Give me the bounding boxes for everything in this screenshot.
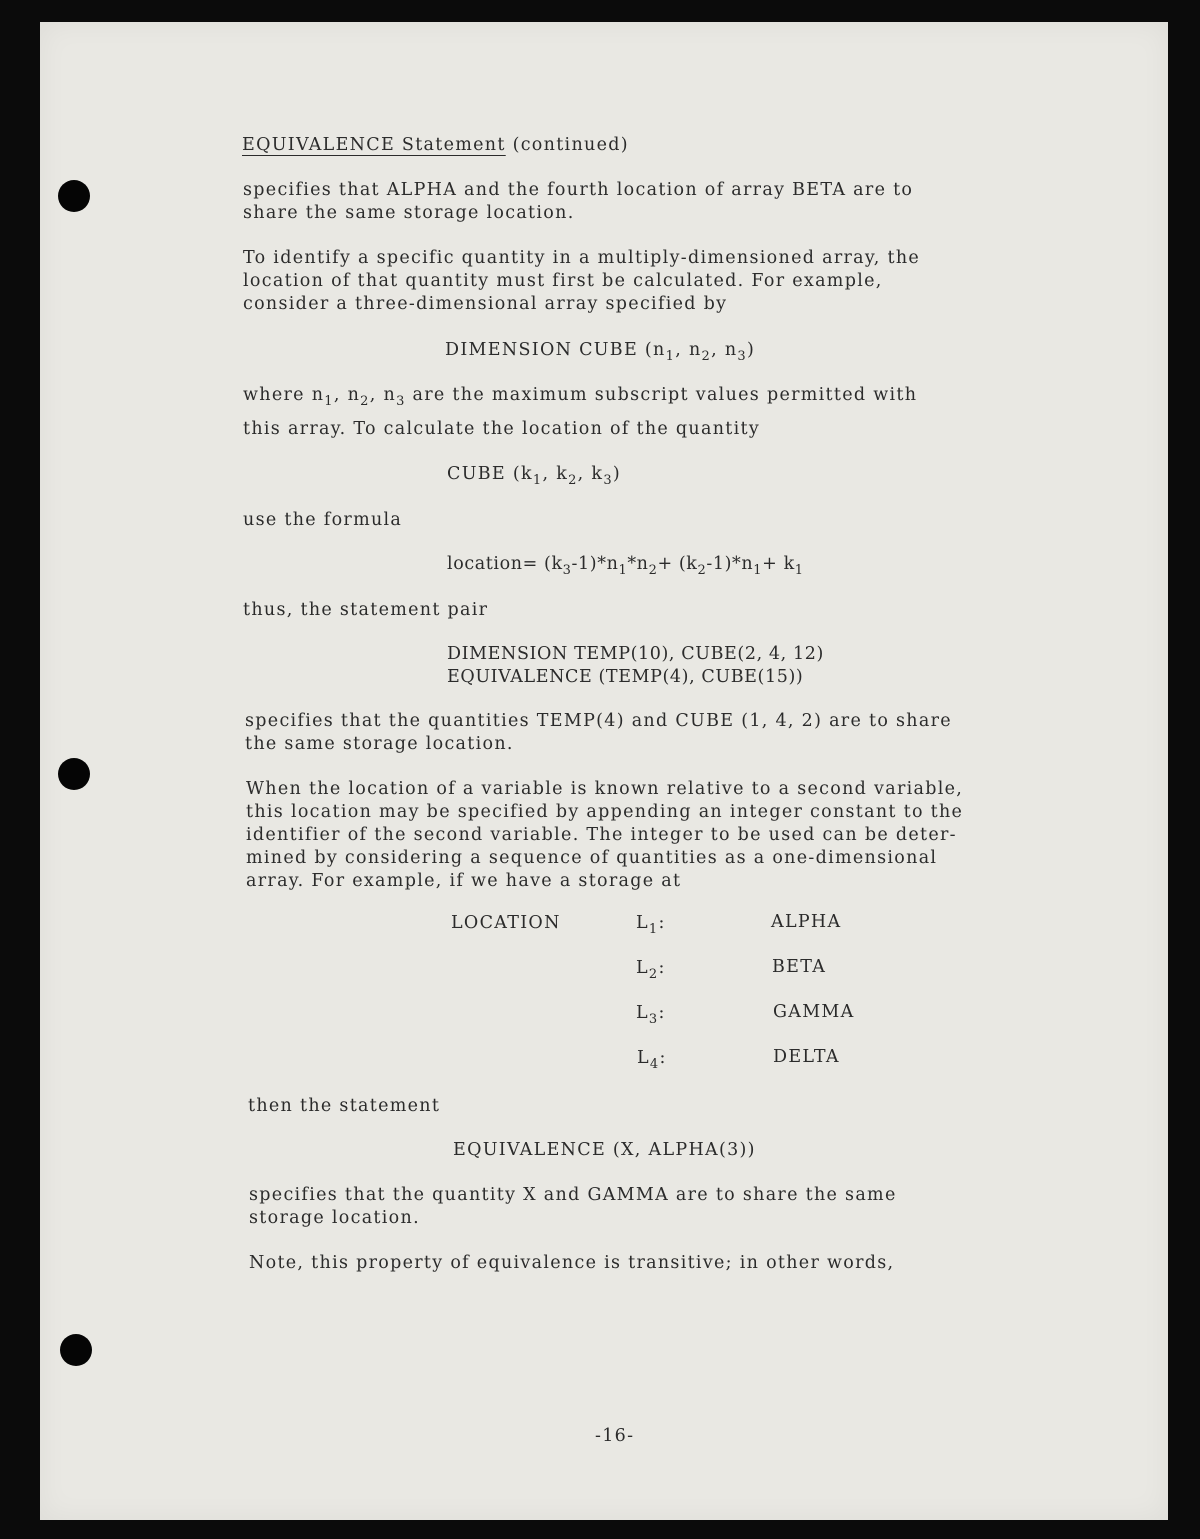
location-row: $L_3$: [636,1003,666,1027]
paragraph-2 [243,247,920,316]
location-name: BETA [772,957,827,977]
location-table-label: LOCATION [451,913,561,933]
location-row: $L_1$: [636,913,666,937]
location-formula: location= $(k_3-1)*n_1*n_2+ (k_2-1)*n_1+ k_1$ [447,554,804,578]
text-line: array. For example, if we have a storage at [246,871,682,891]
text-line: identifier of the second variable. The integer to be used can be deter- [246,825,957,845]
equivalence-statement: EQUIVALENCE (X, ALPHA(3)) [453,1140,756,1160]
text-line: share the same storage location. [243,203,575,223]
page-number: -16- [595,1426,635,1446]
paragraph-4 [246,778,963,893]
code-line: EQUIVALENCE (TEMP(4), CUBE(15)) [447,667,804,687]
text-line: location of that quantity must first be calculated. For example, [243,271,883,291]
text-line: storage location. [249,1208,420,1228]
cube-k-statement: CUBE ($k_1$, $k_2$, $k_3$) [447,464,622,488]
paragraph-5 [249,1184,897,1230]
text-line: mined by considering a sequence of quantities as a one-dimensional [246,848,938,868]
text-line: To identify a specific quantity in a multiply-dimensioned array, the [243,248,921,268]
dimension-cube-statement: DIMENSION CUBE ($n_1$, $n_2$, $n_3$) [445,340,756,364]
text-line: specifies that the quantity X and GAMMA are to share the same [249,1185,897,1205]
location-name: GAMMA [773,1002,855,1022]
location-name: ALPHA [771,912,842,932]
code-line: DIMENSION TEMP(10), CUBE(2, 4, 12) [447,644,824,664]
text-line: the same storage location. [245,734,514,754]
where-line-2: this array. To calculate the location of the quantity [243,419,761,439]
heading-suffix: (continued) [505,135,629,155]
location-name: DELTA [773,1047,840,1067]
binder-hole-top [58,180,90,212]
location-row: $L_4$: [637,1048,667,1072]
text-line: this location may be specified by appending an integer constant to the [246,802,964,822]
where-line: where $n_1$, $n_2$, $n_3$ are the maximum subscript values permitted with [243,385,918,409]
text-line: When the location of a variable is known relative to a second variable, [246,779,964,799]
code-statement-pair [447,643,824,689]
location-row: $L_2$: [636,958,666,982]
text-line: specifies that ALPHA and the fourth location of array BETA are to [243,180,914,200]
text-line: specifies that the quantities TEMP(4) and CUBE (1, 4, 2) are to share [245,711,952,731]
paragraph-6: Note, this property of equivalence is transitive; in other words, [249,1253,895,1273]
use-formula-line: use the formula [243,510,403,530]
binder-hole-middle [58,758,90,790]
paragraph-1 [243,179,913,225]
heading-title: EQUIVALENCE Statement [242,135,506,155]
section-heading [242,134,629,157]
thus-line: thus, the statement pair [243,600,489,620]
paragraph-3 [245,710,952,756]
then-line: then the statement [248,1096,441,1116]
text-line: consider a three-dimensional array specified by [243,294,728,314]
binder-hole-bottom [60,1334,92,1366]
